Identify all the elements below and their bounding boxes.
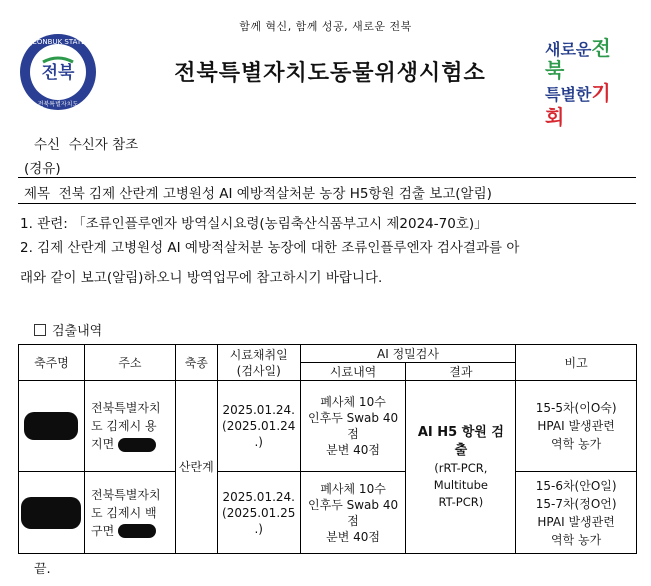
item-1: 1. 관련: 「조류인플루엔자 방역실시요령(농림축산식품부고시 제2024-70호)」 [20,216,488,232]
header-species: 축종 [175,345,217,381]
header-note: 비고 [516,345,637,381]
header-owner: 축주명 [19,345,85,381]
header-sampling-date: 시료채취일 (검사일) [217,345,300,381]
subject-line: 제목 전북 김제 산란계 고병원성 AI 예방적살처분 농장 H5항원 검출 보고(알림) [24,186,492,202]
agency-title: 전북특별자치도동물위생시험소 [174,61,486,86]
section-heading: 검출내역 [34,320,102,339]
address-cell: 전북특별자치 도 김제시 용 지면 [84,381,175,472]
redacted-address [118,438,156,452]
item-2-line-2: 래와 같이 보고(알림)하오니 방역업무에 참고하시기 바랍니다. [20,270,383,286]
header-sample-detail: 시료내역 [300,363,406,381]
redacted-address [118,524,156,538]
address-cell: 전북특별자치 도 김제시 백 구면 [84,472,175,554]
header-ai-test: AI 정밀검사 [300,345,516,363]
header-result: 결과 [406,363,516,381]
result-cell: AI H5 항원 검 출 (rRT-PCR, Multitube RT-PCR) [406,381,516,554]
sample-cell: 폐사체 10수 인후두 Swab 40 점 분변 40점 [300,381,406,472]
divider-top [18,177,636,178]
slogan: 함께 혁신, 함께 성공, 새로운 전북 [239,20,412,33]
brand-slogan-logo: 새로운전북 특별한기회 [545,36,611,129]
redacted-owner [19,381,85,472]
species-cell: 산란계 [175,381,217,554]
table-row [19,381,637,472]
date-cell: 2025.01.24. (2025.01.25 .) [217,472,300,554]
item-2-line-1: 2. 김제 산란계 고병원성 AI 예방적살처분 농장에 대한 조류인플루엔자 검사결과를 아 [20,240,520,256]
svg-text:전북: 전북 [41,63,75,83]
note-cell: 15-5차(이O숙) HPAI 발생관련 역학 농가 [516,381,637,472]
jeonbuk-emblem-logo [18,32,98,112]
divider-bottom [18,203,636,204]
redacted-owner [19,472,85,554]
table-row [19,472,637,554]
note-cell: 15-6차(안O일) 15-7차(정O언) HPAI 발생관련 역학 농가 [516,472,637,554]
detection-table [18,344,637,554]
end-mark: 끝. [34,562,51,577]
recipient-line: 수신 수신자 참조 [34,137,139,153]
via-line: (경유) [24,161,61,177]
svg-text:JEONBUK STATE: JEONBUK STATE [30,38,86,46]
date-cell: 2025.01.24. (2025.01.24 .) [217,381,300,472]
svg-text:전북특별자치도: 전북특별자치도 [37,101,79,108]
checkbox-square-icon [34,324,46,336]
header-address: 주소 [84,345,175,381]
sample-cell: 폐사체 10수 인후두 Swab 40 점 분변 40점 [300,472,406,554]
